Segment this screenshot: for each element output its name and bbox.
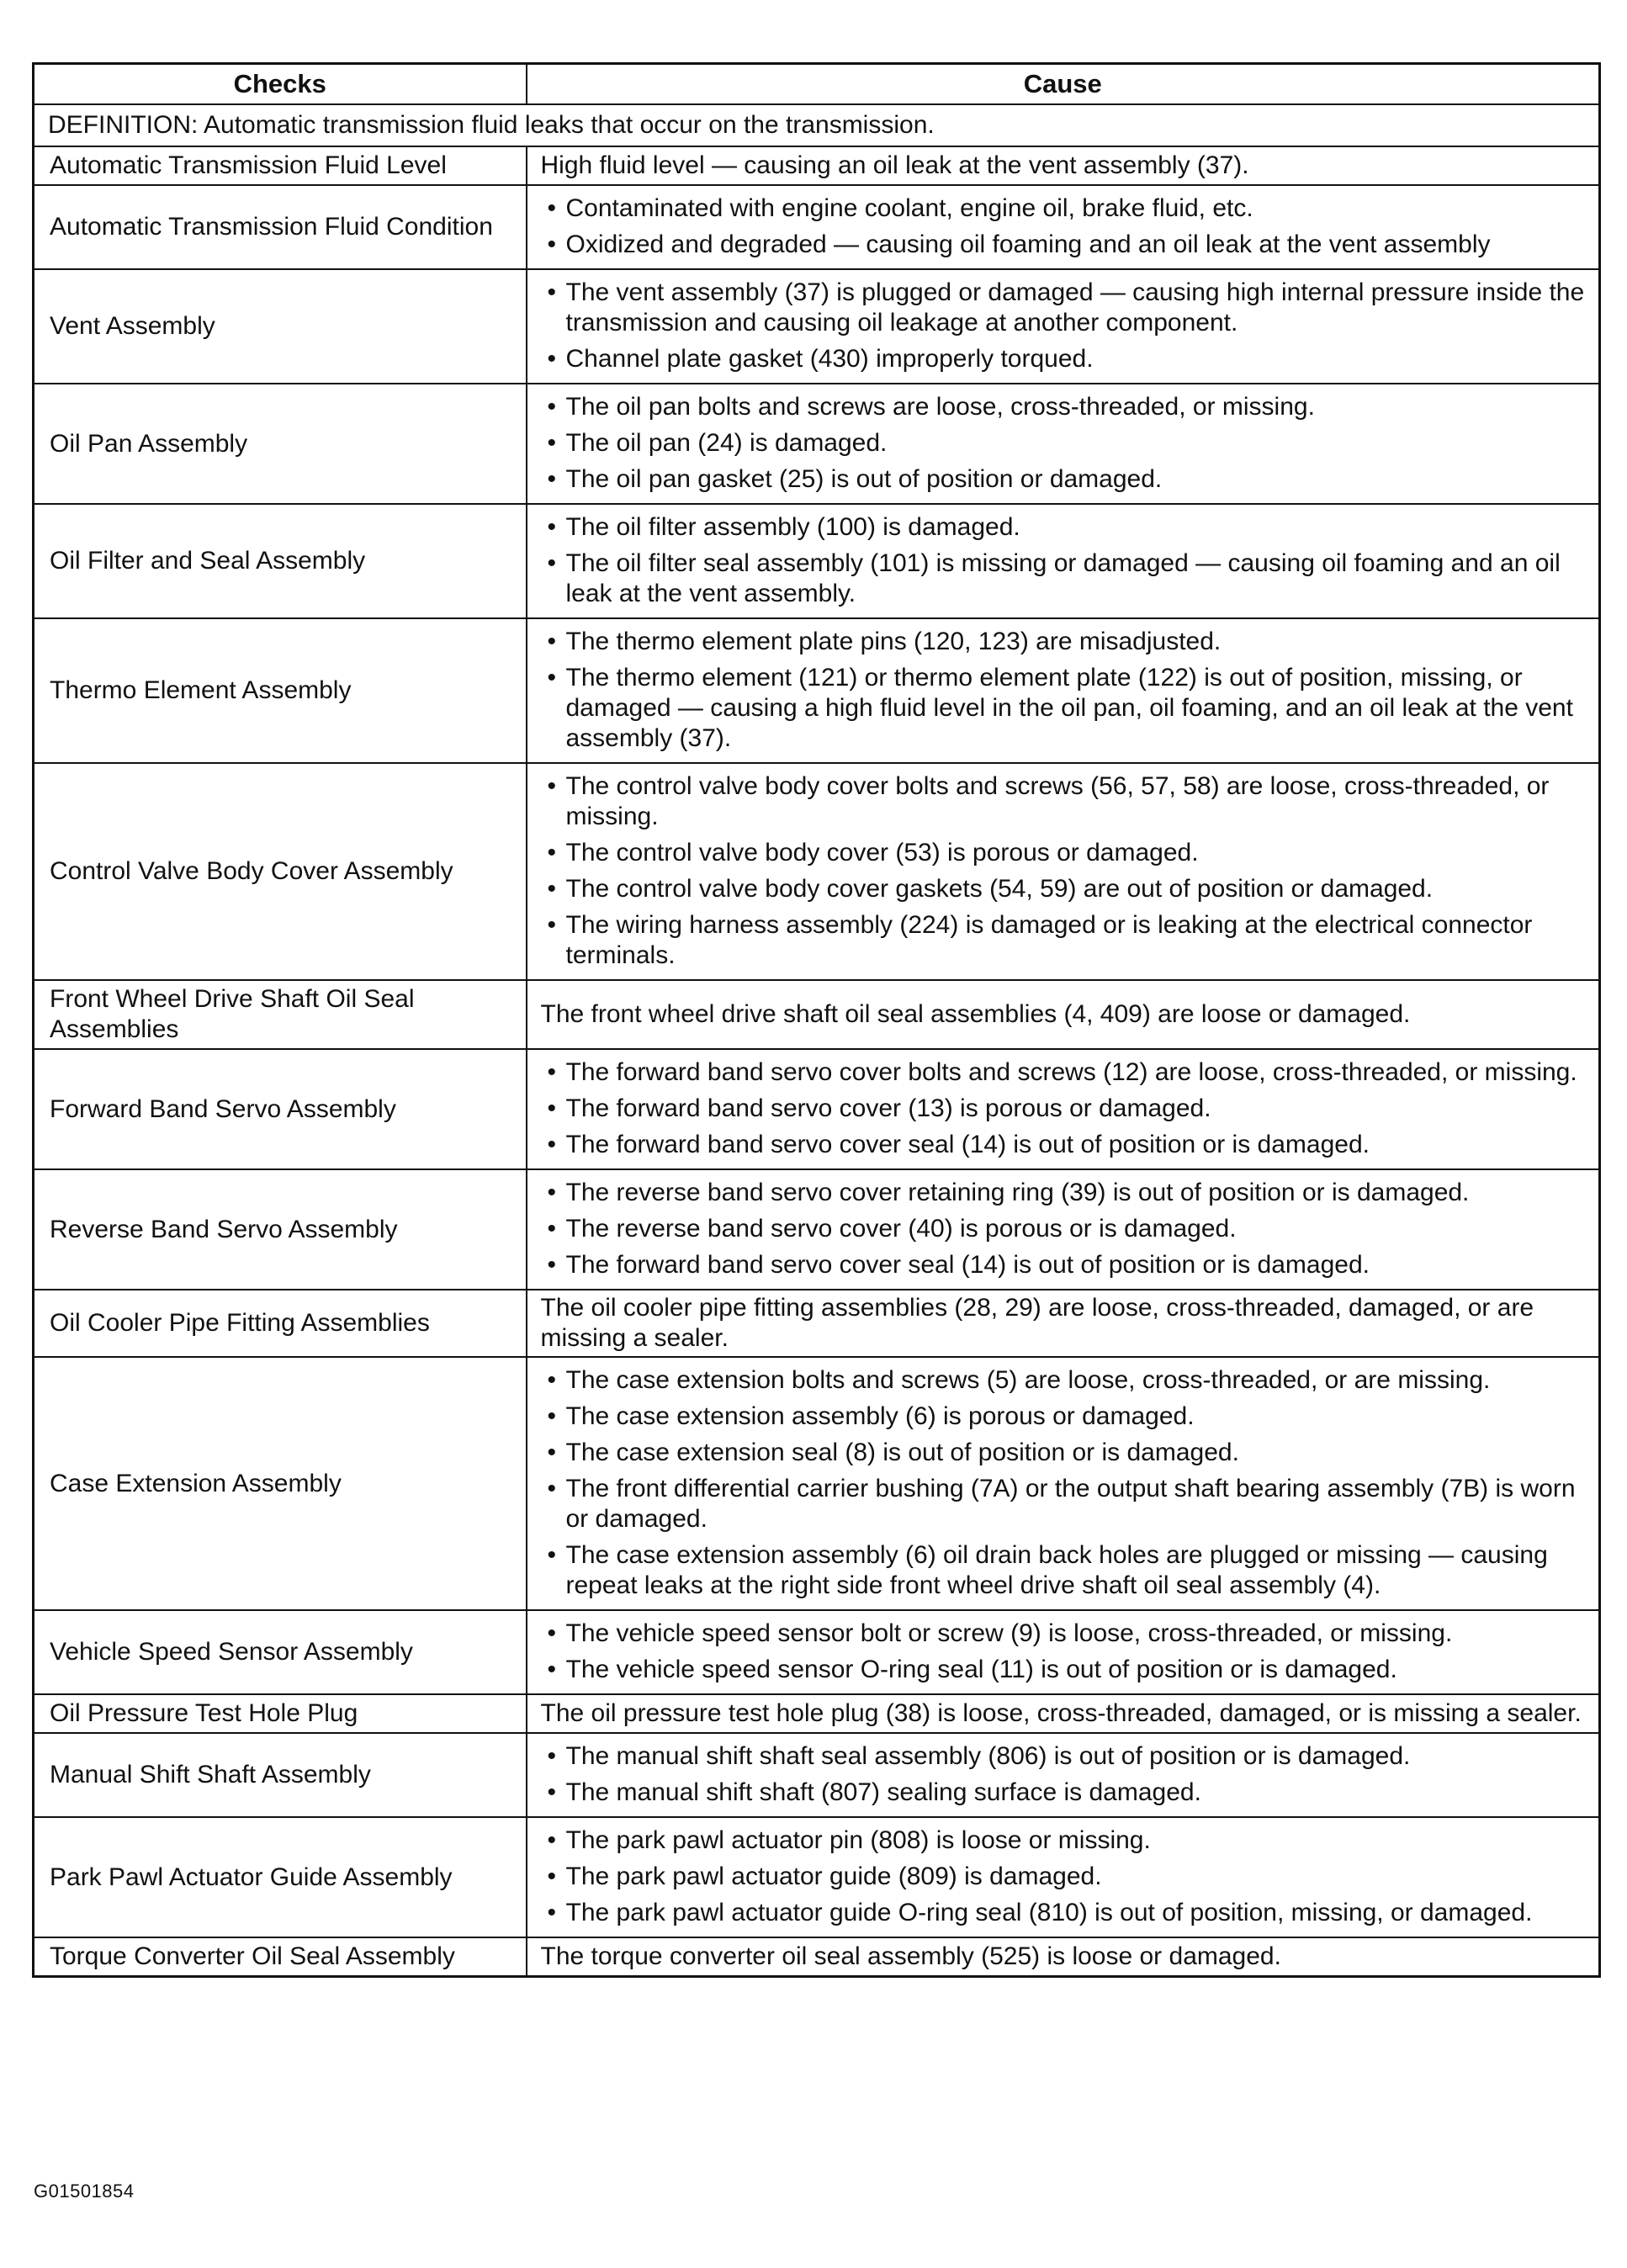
cause-cell: The oil cooler pipe fitting assemblies (28, 29) are loose, cross-threaded, damaged, or are missing a sealer. — [527, 1290, 1600, 1357]
cause-cell — [527, 618, 1600, 763]
cause-item: • The thermo element (121) or thermo element plate (122) is out of position, missing, or damaged — causing a high fluid level in the oil pan, oil foaming, and an oil leak at the vent assembly (37). — [541, 663, 1593, 754]
cause-item: • The forward band servo cover bolts and screws (12) are loose, cross-threaded, or missing. — [541, 1057, 1593, 1088]
check-cell: Oil Cooler Pipe Fitting Assemblies — [34, 1290, 527, 1357]
table-row — [34, 1290, 1600, 1357]
cause-item: • The forward band servo cover (13) is porous or damaged. — [541, 1094, 1593, 1124]
cause-cell: High fluid level — causing an oil leak at the vent assembly (37). — [527, 146, 1600, 185]
cause-list — [541, 193, 1593, 260]
cause-item: • The reverse band servo cover retaining ring (39) is out of position or is damaged. — [541, 1178, 1593, 1208]
cause-item: • The park pawl actuator pin (808) is loose or missing. — [541, 1826, 1593, 1856]
cause-cell — [527, 185, 1600, 269]
cause-list — [541, 1178, 1593, 1280]
cause-list — [541, 1365, 1593, 1601]
check-cell: Vehicle Speed Sensor Assembly — [34, 1610, 527, 1694]
table-row — [34, 1357, 1600, 1610]
cause-item: • Channel plate gasket (430) improperly torqued. — [541, 344, 1593, 374]
header-checks: Checks — [34, 64, 527, 105]
cause-item: • The forward band servo cover seal (14) is out of position or is damaged. — [541, 1250, 1593, 1280]
cause-list — [541, 1057, 1593, 1160]
check-cell: Torque Converter Oil Seal Assembly — [34, 1937, 527, 1977]
cause-item: • The front differential carrier bushing (7A) or the output shaft bearing assembly (7B) is worn or damaged. — [541, 1474, 1593, 1534]
table-row — [34, 146, 1600, 185]
cause-item: • The forward band servo cover seal (14) is out of position or is damaged. — [541, 1130, 1593, 1160]
cause-list — [541, 771, 1593, 971]
cause-item: • The oil pan (24) is damaged. — [541, 428, 1593, 458]
table-row — [34, 980, 1600, 1049]
table-row — [34, 1937, 1600, 1977]
cause-item: • The manual shift shaft (807) sealing surface is damaged. — [541, 1778, 1593, 1808]
document-page — [32, 62, 1598, 1978]
cause-cell: The torque converter oil seal assembly (525) is loose or damaged. — [527, 1937, 1600, 1977]
cause-item: • The control valve body cover gaskets (54, 59) are out of position or damaged. — [541, 874, 1593, 904]
cause-cell — [527, 269, 1600, 384]
table-row — [34, 185, 1600, 269]
check-cell: Vent Assembly — [34, 269, 527, 384]
cause-item: • The case extension assembly (6) is porous or damaged. — [541, 1402, 1593, 1432]
table-row — [34, 384, 1600, 504]
cause-cell — [527, 1169, 1600, 1290]
table-row — [34, 504, 1600, 618]
cause-item: • The park pawl actuator guide (809) is damaged. — [541, 1862, 1593, 1892]
diagnostic-table — [32, 62, 1601, 1978]
check-cell: Control Valve Body Cover Assembly — [34, 763, 527, 980]
cause-list — [541, 1826, 1593, 1928]
cause-item: • The vehicle speed sensor bolt or screw (9) is loose, cross-threaded, or missing. — [541, 1619, 1593, 1649]
table-row — [34, 618, 1600, 763]
cause-cell — [527, 384, 1600, 504]
check-cell: Oil Pressure Test Hole Plug — [34, 1694, 527, 1733]
cause-cell — [527, 504, 1600, 618]
cause-cell — [527, 1733, 1600, 1817]
cause-item: • The wiring harness assembly (224) is damaged or is leaking at the electrical connector terminals. — [541, 910, 1593, 971]
cause-list — [541, 512, 1593, 609]
check-cell: Oil Filter and Seal Assembly — [34, 504, 527, 618]
cause-list — [541, 627, 1593, 754]
cause-cell — [527, 1610, 1600, 1694]
check-cell: Front Wheel Drive Shaft Oil Seal Assemblies — [34, 980, 527, 1049]
cause-item: • The oil pan gasket (25) is out of position or damaged. — [541, 464, 1593, 495]
table-body — [34, 104, 1600, 1977]
header-row — [34, 64, 1600, 105]
header-cause: Cause — [527, 64, 1600, 105]
cause-item: • Oxidized and degraded — causing oil foaming and an oil leak at the vent assembly — [541, 230, 1593, 260]
table-row — [34, 1049, 1600, 1169]
cause-cell — [527, 763, 1600, 980]
cause-cell — [527, 1357, 1600, 1610]
cause-item: • The oil filter seal assembly (101) is missing or damaged — causing oil foaming and an oil leak at the vent assembly. — [541, 548, 1593, 609]
figure-id: G01501854 — [34, 2181, 135, 2202]
cause-item: • The control valve body cover (53) is porous or damaged. — [541, 838, 1593, 868]
cause-item: • The vehicle speed sensor O-ring seal (11) is out of position or is damaged. — [541, 1655, 1593, 1685]
cause-item: • The case extension seal (8) is out of position or is damaged. — [541, 1438, 1593, 1468]
table-row — [34, 1817, 1600, 1937]
table-row — [34, 1733, 1600, 1817]
check-cell: Automatic Transmission Fluid Condition — [34, 185, 527, 269]
check-cell: Reverse Band Servo Assembly — [34, 1169, 527, 1290]
cause-item: • The park pawl actuator guide O-ring seal (810) is out of position, missing, or damaged. — [541, 1898, 1593, 1928]
check-cell: Oil Pan Assembly — [34, 384, 527, 504]
definition-row — [34, 104, 1600, 146]
cause-list — [541, 392, 1593, 495]
cause-item: • The thermo element plate pins (120, 123) are misadjusted. — [541, 627, 1593, 657]
cause-item: • The case extension bolts and screws (5) are loose, cross-threaded, or are missing. — [541, 1365, 1593, 1396]
cause-item: • The manual shift shaft seal assembly (806) is out of position or is damaged. — [541, 1741, 1593, 1772]
check-cell: Manual Shift Shaft Assembly — [34, 1733, 527, 1817]
check-cell: Forward Band Servo Assembly — [34, 1049, 527, 1169]
cause-item: • The reverse band servo cover (40) is porous or is damaged. — [541, 1214, 1593, 1244]
check-cell: Case Extension Assembly — [34, 1357, 527, 1610]
cause-cell — [527, 1817, 1600, 1937]
table-row — [34, 269, 1600, 384]
definition-text: DEFINITION: Automatic transmission fluid leaks that occur on the transmission. — [34, 104, 1600, 146]
cause-item: • The control valve body cover bolts and screws (56, 57, 58) are loose, cross-threaded, or missing. — [541, 771, 1593, 832]
cause-cell: The oil pressure test hole plug (38) is loose, cross-threaded, damaged, or is missing a sealer. — [527, 1694, 1600, 1733]
cause-item: • The oil pan bolts and screws are loose, cross-threaded, or missing. — [541, 392, 1593, 422]
table-row — [34, 1694, 1600, 1733]
cause-cell: The front wheel drive shaft oil seal assemblies (4, 409) are loose or damaged. — [527, 980, 1600, 1049]
cause-list — [541, 1619, 1593, 1685]
table-row — [34, 1610, 1600, 1694]
check-cell: Thermo Element Assembly — [34, 618, 527, 763]
cause-item: • The vent assembly (37) is plugged or damaged — causing high internal pressure inside the transmission and causing oil leakage at another component. — [541, 278, 1593, 338]
table-row — [34, 1169, 1600, 1290]
cause-item: • The oil filter assembly (100) is damaged. — [541, 512, 1593, 543]
table-row — [34, 763, 1600, 980]
cause-item: • The case extension assembly (6) oil drain back holes are plugged or missing — causing repeat leaks at the right side front wheel drive shaft oil seal assembly (4). — [541, 1540, 1593, 1601]
check-cell: Park Pawl Actuator Guide Assembly — [34, 1817, 527, 1937]
cause-list — [541, 278, 1593, 374]
check-cell: Automatic Transmission Fluid Level — [34, 146, 527, 185]
cause-list — [541, 1741, 1593, 1808]
cause-item: • Contaminated with engine coolant, engine oil, brake fluid, etc. — [541, 193, 1593, 224]
cause-cell — [527, 1049, 1600, 1169]
